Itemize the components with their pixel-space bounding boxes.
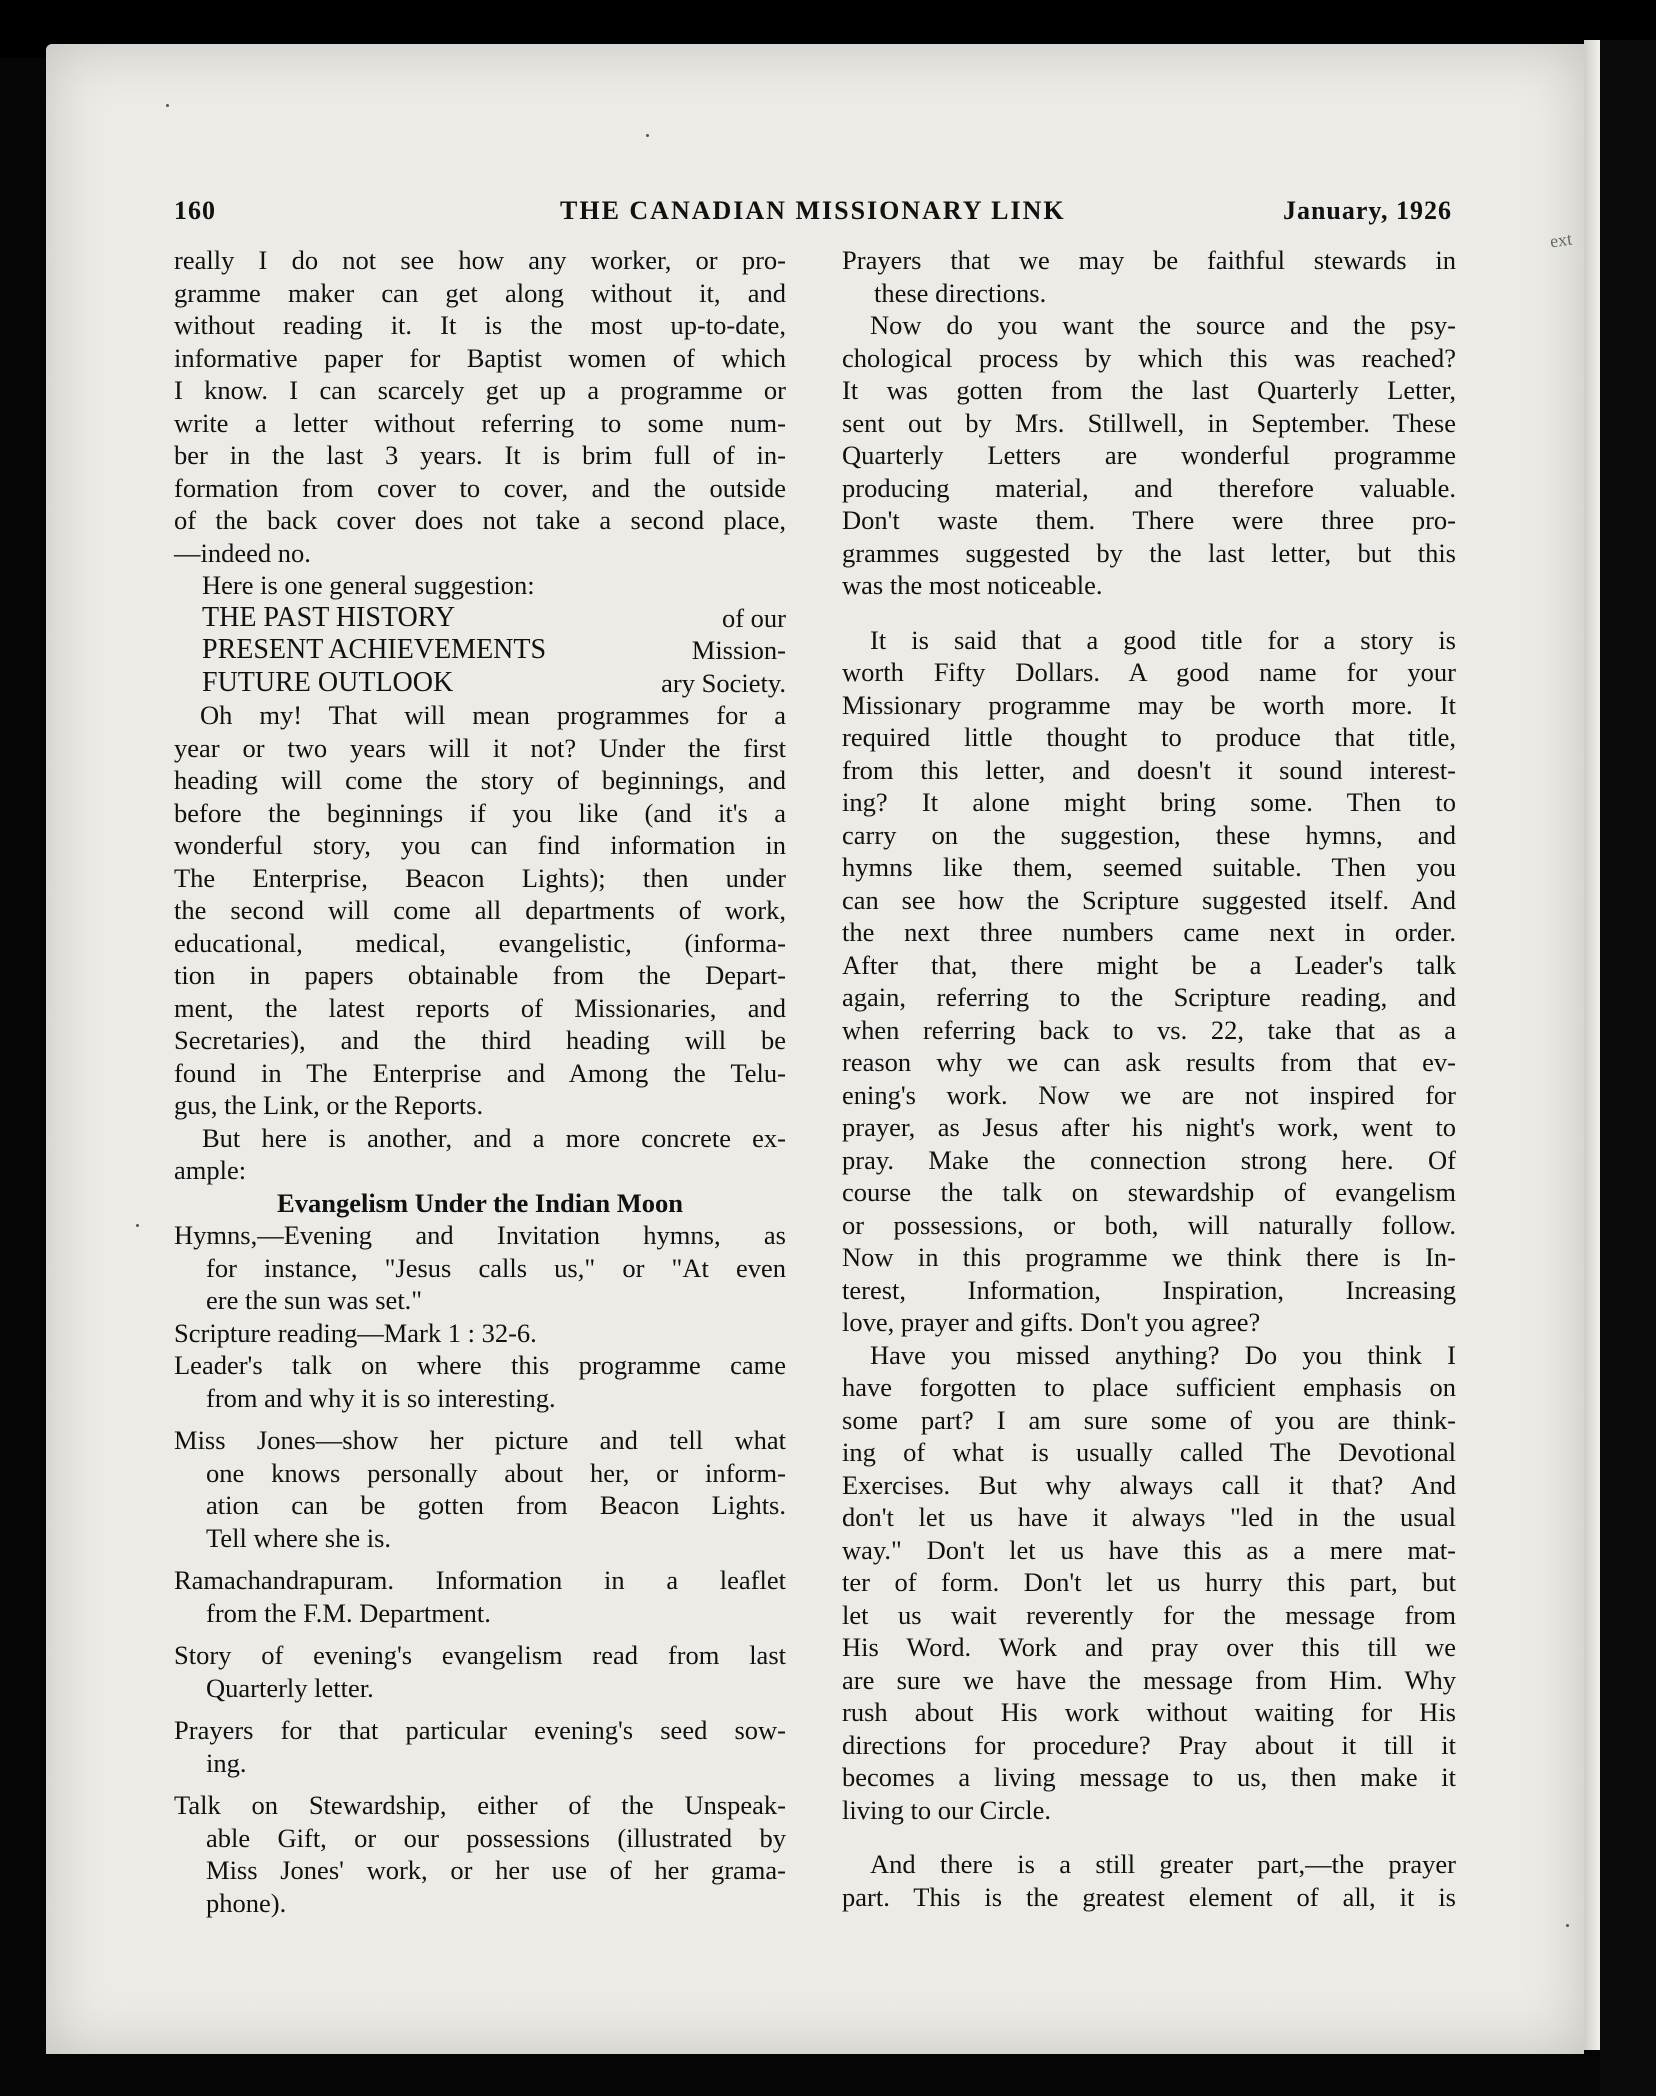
text-line: wonderful story, you can find information in [174,830,786,860]
page-number: 160 [174,196,216,225]
text-line: from the F.M. Department. [206,1597,491,1628]
outline-aside: Mission- [691,635,786,665]
text-line: becomes a living message to us, then make it [842,1762,1456,1792]
text-line: I know. I can scarcely get up a programme or [174,375,786,405]
text-line: reason why we can ask results from that ev- [842,1047,1456,1077]
text-line: required little thought to produce that title, [842,722,1456,752]
text-line: these directions. [874,277,1047,308]
text-line: It is said that a good title for a story is [870,624,1456,655]
text-line: His Word. Work and pray over this till we [842,1632,1456,1662]
outline-heading: THE PAST HISTORY [202,601,456,633]
text-line: ening's work. Now we are not inspired for [842,1079,1456,1110]
text-line: or possessions, or both, will naturally follow. [842,1209,1456,1240]
scan-border-right [1600,40,1656,2096]
text-line: prayer, as Jesus after his night's work, went to [842,1112,1456,1142]
outline-heading-row [174,602,786,635]
text-line: from and why it is so interesting. [206,1382,556,1413]
paragraph-gap [842,602,1456,624]
text-line: ing. [206,1747,247,1778]
text-line: heading will come the story of beginnings, and [174,765,786,795]
text-line: living to our Circle. [842,1794,1052,1825]
paragraph-gap [174,1629,786,1639]
text-line: Secretaries), and the third heading will be [174,1025,786,1055]
paragraph-gap [174,1554,786,1564]
text-line: one knows personally about her, or inform- [206,1457,786,1488]
text-line: don't let us have it always "led in the usual [842,1502,1456,1532]
text-line: have forgotten to place sufficient emphasis on [842,1372,1456,1402]
text-line: Prayers for that particular evening's seed sow- [174,1715,786,1745]
text-line: before the beginnings if you like (and it's a [174,797,786,828]
text-line: Hymns,—Evening and Invitation hymns, as [174,1220,786,1250]
text-line: Miss Jones—show her picture and tell what [174,1425,786,1455]
text-line: It was gotten from the last Quarterly Letter, [842,375,1456,405]
text-line: part. This is the greatest element of all, it is [842,1881,1456,1912]
text-line: found in The Enterprise and Among the Telu- [174,1057,786,1088]
text-line: worth Fifty Dollars. A good name for your [842,657,1456,687]
left-column [174,244,786,1919]
text-line: sent out by Mrs. Stillwell, in September. These [842,407,1456,438]
scan-speck [166,104,169,107]
page-edge [1548,40,1600,2050]
text-line: hymns like them, seemed suitable. Then you [842,852,1456,882]
text-line: Talk on Stewardship, either of the Unspeak- [174,1790,786,1820]
text-line: are sure we have the message from Him. Why [842,1664,1456,1695]
publication-title: THE CANADIAN MISSIONARY LINK [560,196,1066,225]
section-heading: Evangelism Under the Indian Moon [277,1187,683,1218]
text-line: And there is a still greater part,—the prayer [870,1849,1456,1879]
text-line: Tell where she is. [206,1522,392,1553]
text-line: course the talk on stewardship of evangelism [842,1177,1456,1207]
outline-heading: PRESENT ACHIEVEMENTS [202,634,547,665]
text-line: informative paper for Baptist women of which [174,342,786,373]
text-line: Miss Jones' work, or her use of her grama- [206,1855,786,1885]
paragraph-gap [174,1779,786,1789]
text-line: gramme maker can get along without it, and [174,277,786,308]
text-line: let us wait reverently for the message from [842,1599,1456,1630]
text-line: Now in this programme we think there is In- [842,1242,1456,1272]
outline-heading: FUTURE OUTLOOK [202,666,454,698]
text-line: Story of evening's evangelism read from last [174,1640,786,1670]
text-line: ample: [174,1155,247,1185]
scan-speck [646,134,649,137]
text-line: when referring back to vs. 22, take that as a [842,1014,1456,1045]
text-line: of the back cover does not take a second place, [174,505,786,535]
text-line: grammes suggested by the last letter, but this [842,537,1456,568]
issue-date: January, 1926 [1282,196,1452,225]
text-line: some part? I am sure some of you are think- [842,1404,1456,1435]
outline-aside: ary Society. [661,667,786,698]
text-line: educational, medical, evangelistic, (informa- [174,927,786,958]
text-line: Quarterly letter. [206,1672,374,1703]
text-line: the second will come all departments of work, [174,895,786,925]
text-line: ter of form. Don't let us hurry this part, but [842,1567,1456,1597]
right-column [842,244,1456,1913]
text-line: ere the sun was set." [206,1285,423,1315]
text-line: for instance, "Jesus calls us," or "At even [206,1252,786,1283]
text-line: Have you missed anything? Do you think I [870,1339,1456,1370]
text-line: producing material, and therefore valuable. [842,472,1456,503]
text-line: Now do you want the source and the psy- [870,310,1456,340]
text-line: from this letter, and doesn't it sound interest- [842,754,1456,785]
text-line: The Enterprise, Beacon Lights); then under [174,862,786,893]
text-line: way." Don't let us have this as a mere mat- [842,1534,1456,1565]
outline-heading-row [174,667,786,700]
paragraph-gap [174,1704,786,1714]
text-line: able Gift, or our possessions (illustrated by [206,1822,786,1853]
text-line: love, prayer and gifts. Don't you agree? [842,1307,1261,1337]
text-line: phone). [206,1887,287,1918]
text-line: —indeed no. [174,537,311,568]
text-line: carry on the suggestion, these hymns, and [842,819,1456,850]
text-line: Ramachandrapuram. Information in a leaflet [174,1565,786,1595]
text-line: was the most noticeable. [842,570,1103,600]
text-line: year or two years will it not? Under the first [174,732,786,763]
scan-speck [136,1224,139,1227]
text-line: Leader's talk on where this programme came [174,1350,786,1380]
text-line: Here is one general suggestion: [202,570,535,600]
text-line: Don't waste them. There were three pro- [842,505,1456,535]
paragraph-gap [842,1826,1456,1848]
text-line: But here is another, and a more concrete ex- [202,1122,786,1153]
text-line: Prayers that we may be faithful stewards in [842,245,1456,275]
text-line: ing of what is usually called The Devotional [842,1437,1456,1467]
text-line: ment, the latest reports of Missionaries, and [174,992,786,1023]
text-line: again, referring to the Scripture reading, and [842,982,1456,1012]
text-line: rush about His work without waiting for His [842,1697,1456,1727]
outline-aside: of our [721,602,786,633]
text-line: directions for procedure? Pray about it till it [842,1729,1456,1760]
text-line: chological process by which this was reached? [842,342,1456,373]
text-line: After that, there might be a Leader's talk [842,949,1456,980]
text-line: Exercises. But why always call it that? And [842,1469,1456,1500]
text-line: can see how the Scripture suggested itself. And [842,884,1456,915]
text-line: ation can be gotten from Beacon Lights. [206,1490,786,1520]
text-line: terest, Information, Inspiration, Increasing [842,1274,1456,1305]
text-line: pray. Make the connection strong here. Of [842,1144,1456,1175]
text-line: ber in the last 3 years. It is brim full of in- [174,440,786,470]
text-line: gus, the Link, or the Reports. [174,1090,484,1120]
paragraph-gap [174,1414,786,1424]
outline-heading-row [174,634,786,667]
text-line: Quarterly Letters are wonderful programme [842,440,1456,470]
text-line: formation from cover to cover, and the outside [174,472,786,503]
text-line: ing? It alone might bring some. Then to [842,787,1456,817]
text-line: write a letter without referring to some num- [174,407,786,438]
text-line: really I do not see how any worker, or pro- [174,245,786,275]
text-line: without reading it. It is the most up-to-date, [174,310,786,340]
scan-speck [1566,1924,1569,1927]
running-header [174,196,1452,232]
text-line: tion in papers obtainable from the Depart- [174,960,786,990]
text-line: Missionary programme may be worth more. It [842,689,1456,720]
margin-mark: ext [1548,228,1574,252]
text-line: the next three numbers came next in order. [842,917,1456,947]
text-line: Scripture reading—Mark 1 : 32-6. [174,1317,537,1348]
text-line: Oh my! That will mean programmes for a [200,700,786,730]
